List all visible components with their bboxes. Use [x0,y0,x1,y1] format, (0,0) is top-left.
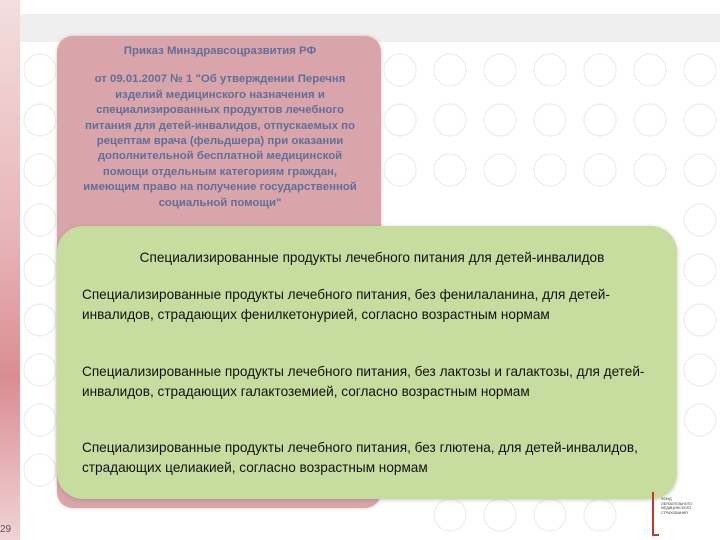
product-item: Специализированные продукты лечебного питания, без глютена, для детей-инвалидов, страдающих целиакией, согласно возрастным нормам [82,440,638,475]
order-title: Приказ Минздравсоцразвития РФ [123,45,317,57]
order-line: питания для детей-инвалидов, отпускаемых по [85,119,355,132]
order-line: помощи отдельным категориям граждан, [102,165,338,178]
logo-line: ОБЯЗАТЕЛЬНОГО [661,501,693,506]
logo-mark-icon [652,492,659,536]
order-line: изделий медицинского назначения и [115,88,325,101]
left-decorative-strip [0,0,20,540]
product-item: Специализированные продукты лечебного питания, без фенилаланина, для детей-инвалидов, страдающих фенилкетонурией, согласно возрастным нормам [82,287,610,322]
page-number: 29 [0,524,12,535]
order-line: социальной помощи" [158,196,282,209]
products-heading: Специализированные продукты лечебного питания для детей-инвалидов [139,250,605,265]
fund-logo [652,492,716,536]
order-line: имеющим право на получение государственной [83,181,357,194]
order-line: рецептам врача (фельдшера) при оказании [96,135,344,148]
order-line: специализированных продуктов лечебного [96,104,344,117]
order-line: от 09.01.2007 № 1 "Об утверждении Перечня [94,73,346,86]
logo-line: МЕДИЦИНСКОГО [661,506,692,511]
logo-line: ФОНД [661,497,672,501]
logo-text [661,497,717,515]
order-line: дополнительной бесплатной медицинской [97,150,343,163]
product-item: Специализированные продукты лечебного питания, без лактозы и галактозы, для детей-инвалидов, страдающих галактоземией, согласно возрастным нормам [82,364,645,399]
logo-line: СТРАХОВАНИЯ [661,510,688,515]
order-text [66,44,374,211]
